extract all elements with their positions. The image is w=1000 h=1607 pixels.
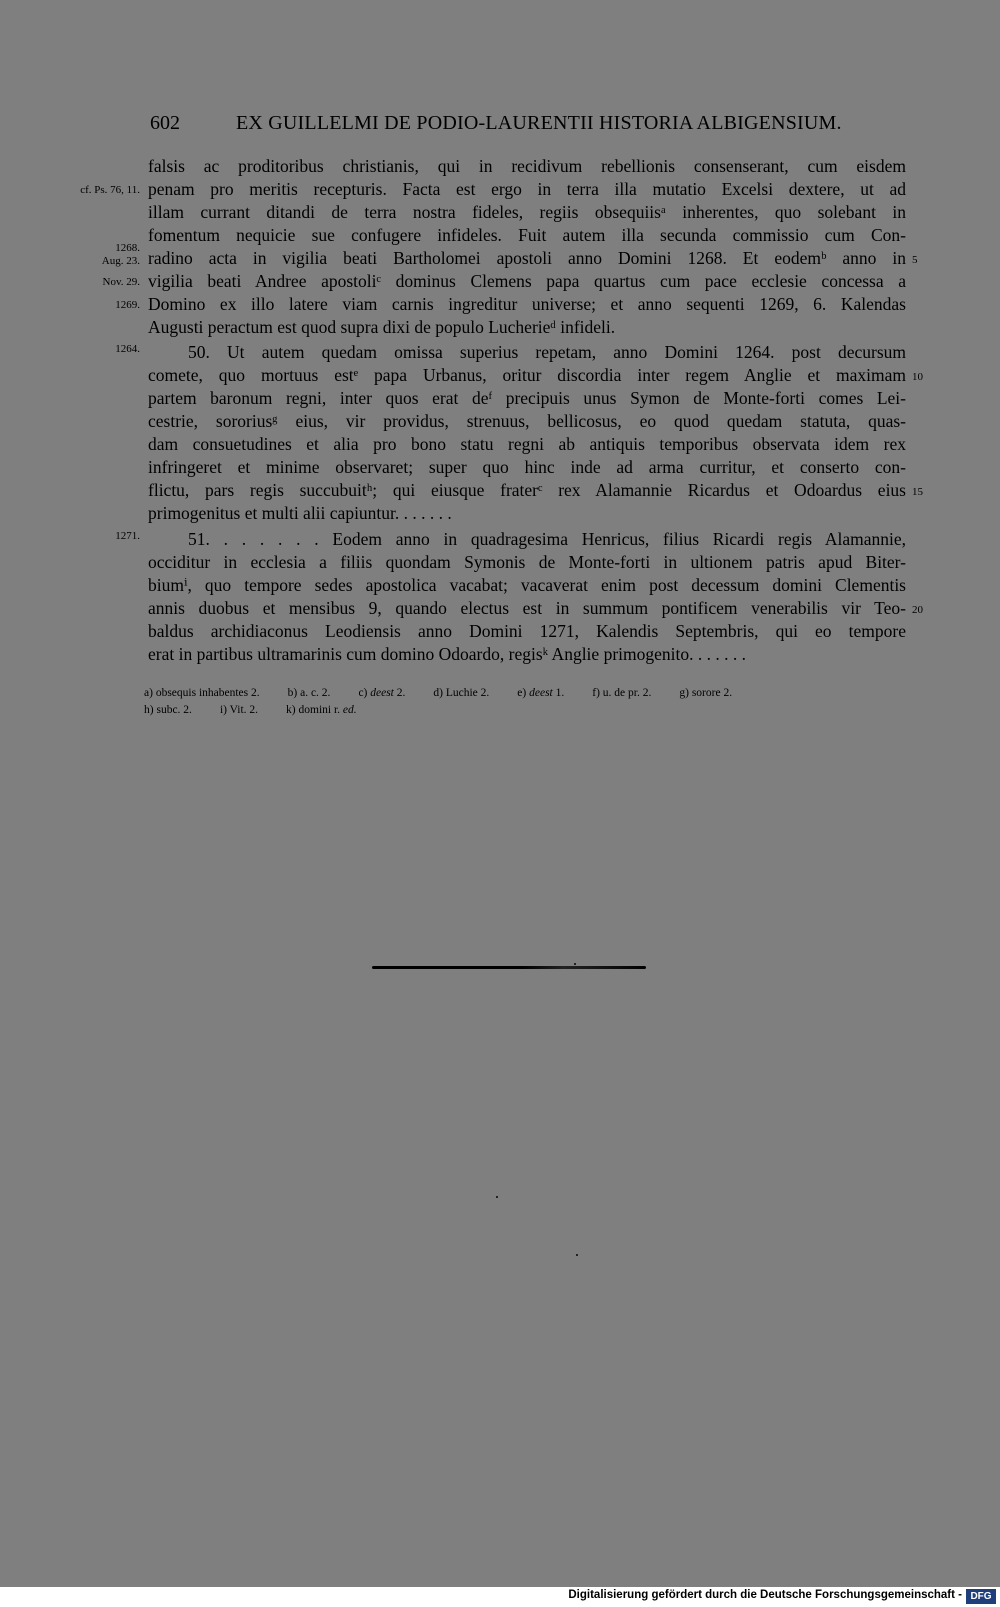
running-title: EX GUILLELMI DE PODIO-LAURENTII HISTORIA ALBIGENSIUM. (236, 112, 842, 134)
margin-note-date: Aug. 23. (101, 255, 140, 267)
body-line: occiditur in ecclesia a filiis quondam Symonis de Monte-forti in ultionem patris apud Biter- (148, 552, 906, 572)
footnote: f) u. de pr. 2. (592, 687, 652, 699)
body-line: Domino ex illo latere viam carnis ingreditur universe; et anno sequenti 1269, 6. Kalendas (148, 294, 906, 314)
footnote: c) deest 2. (358, 687, 406, 699)
body-line: radino acta in vigilia beati Bartholomei apostoli anno Domini 1268. Et eodemᵇ anno in (148, 248, 906, 268)
body-line: partem baronum regni, inter quos erat deᶠ precipuis unus Symon de Monte-forti comes Lei- (148, 388, 906, 408)
footer-credit: Digitalisierung gefördert durch die Deutsche Forschungsgemeinschaft - (568, 1589, 962, 1601)
line-number: 5 (912, 254, 918, 266)
scan-speck (496, 1196, 498, 1198)
body-line: comete, quo mortuus estᵉ papa Urbanus, oritur discordia inter regem Anglie et maximam (148, 365, 906, 385)
margin-note-year: 1271. (115, 530, 140, 542)
body-line: dam consuetudines et alia pro bono statu regni ab antiquis temporibus observata idem rex (148, 434, 906, 454)
footnote: e) deest 1. (517, 687, 565, 699)
page-number: 602 (150, 112, 180, 134)
body-line: penam pro meritis recepturis. Facta est ergo in terra illa mutatio Excelsi dextere, ut ad (148, 179, 906, 199)
body-line: flictu, pars regis succubuitʰ; qui eiusque fraterᶜ rex Alamannie Ricardus et Odoardus eius (148, 480, 906, 500)
body-line: annis duobus et mensibus 9, quando electus est in summum pontificem venerabilis vir Teo- (148, 598, 906, 618)
page-header (150, 112, 842, 142)
footnote: i) Vit. 2. (219, 704, 259, 716)
footnote: b) a. c. 2. (287, 687, 331, 699)
margin-note-year: 1269. (115, 299, 140, 311)
body-line: biumⁱ, quo tempore sedes apostolica vacabat; vacaverat enim post decessum domini Clementis (148, 575, 906, 595)
scan-speck (574, 963, 576, 965)
line-number: 15 (912, 486, 923, 498)
footnote: h) subc. 2. (144, 704, 192, 716)
margin-note-date: Nov. 29. (102, 276, 140, 288)
end-of-text-rule (372, 966, 646, 969)
footnote: k) domini r. ed. (286, 704, 357, 716)
scan-speck (576, 1254, 578, 1256)
footnote: a) obsequis inhabentes 2. (144, 687, 260, 699)
line-number: 20 (912, 604, 923, 616)
body-line: baldus archidiaconus Leodiensis anno Domini 1271, Kalendis Septembris, qui eo tempore (148, 621, 906, 641)
footer-bar (0, 1587, 1000, 1607)
body-line: falsis ac proditoribus christianis, qui in recidivum rebellionis consenserant, cum eisdem (148, 156, 906, 176)
body-line: fomentum nequicie sue confugere infideles. Fuit autem illa secunda commissio cum Con- (148, 225, 906, 245)
paragraph-50-start: 50. Ut autem quedam omissa superius repetam, anno Domini 1264. post decursum (188, 342, 906, 362)
body-line: vigilia beati Andree apostoliᶜ dominus Clemens papa quartus cum pace ecclesie concessa a (148, 271, 906, 291)
line-number: 10 (912, 371, 923, 383)
margin-note-year: 1264. (115, 343, 140, 355)
margin-note-year: 1268. (115, 242, 140, 254)
body-line: Augusti peractum est quod supra dixi de populo Lucherieᵈ infideli. (148, 317, 616, 337)
body-line: primogenitus et multi alii capiuntur. . . . . . . (148, 503, 452, 523)
body-line: infringeret et minime observaret; super quo hinc inde ad arma curritur, et conserto con- (148, 457, 906, 477)
body-line: cestrie, sororiusᵍ eius, vir providus, strenuus, bellicosus, eo quod quedam statuta, quas- (148, 411, 906, 431)
dfg-logo[interactable]: DFG (966, 1589, 996, 1604)
footnote: g) sorore 2. (679, 687, 733, 699)
body-line: erat in partibus ultramarinis cum domino Odoardo, regisᵏ Anglie primogenito. . . . . . . (148, 644, 746, 664)
body-line: illam currant ditandi de terra nostra fideles, regiis obsequiisᵃ inherentes, quo solebant in (148, 202, 906, 222)
paragraph-51-start: 51. . . . . . . Eodem anno in quadragesima Henricus, filius Ricardi regis Alamannie, (188, 529, 906, 549)
footnotes-row (144, 702, 385, 718)
footnote: d) Luchie 2. (433, 687, 490, 699)
footnotes-row (144, 685, 732, 701)
margin-note-psalm-ref: cf. Ps. 76, 11. (80, 184, 140, 196)
